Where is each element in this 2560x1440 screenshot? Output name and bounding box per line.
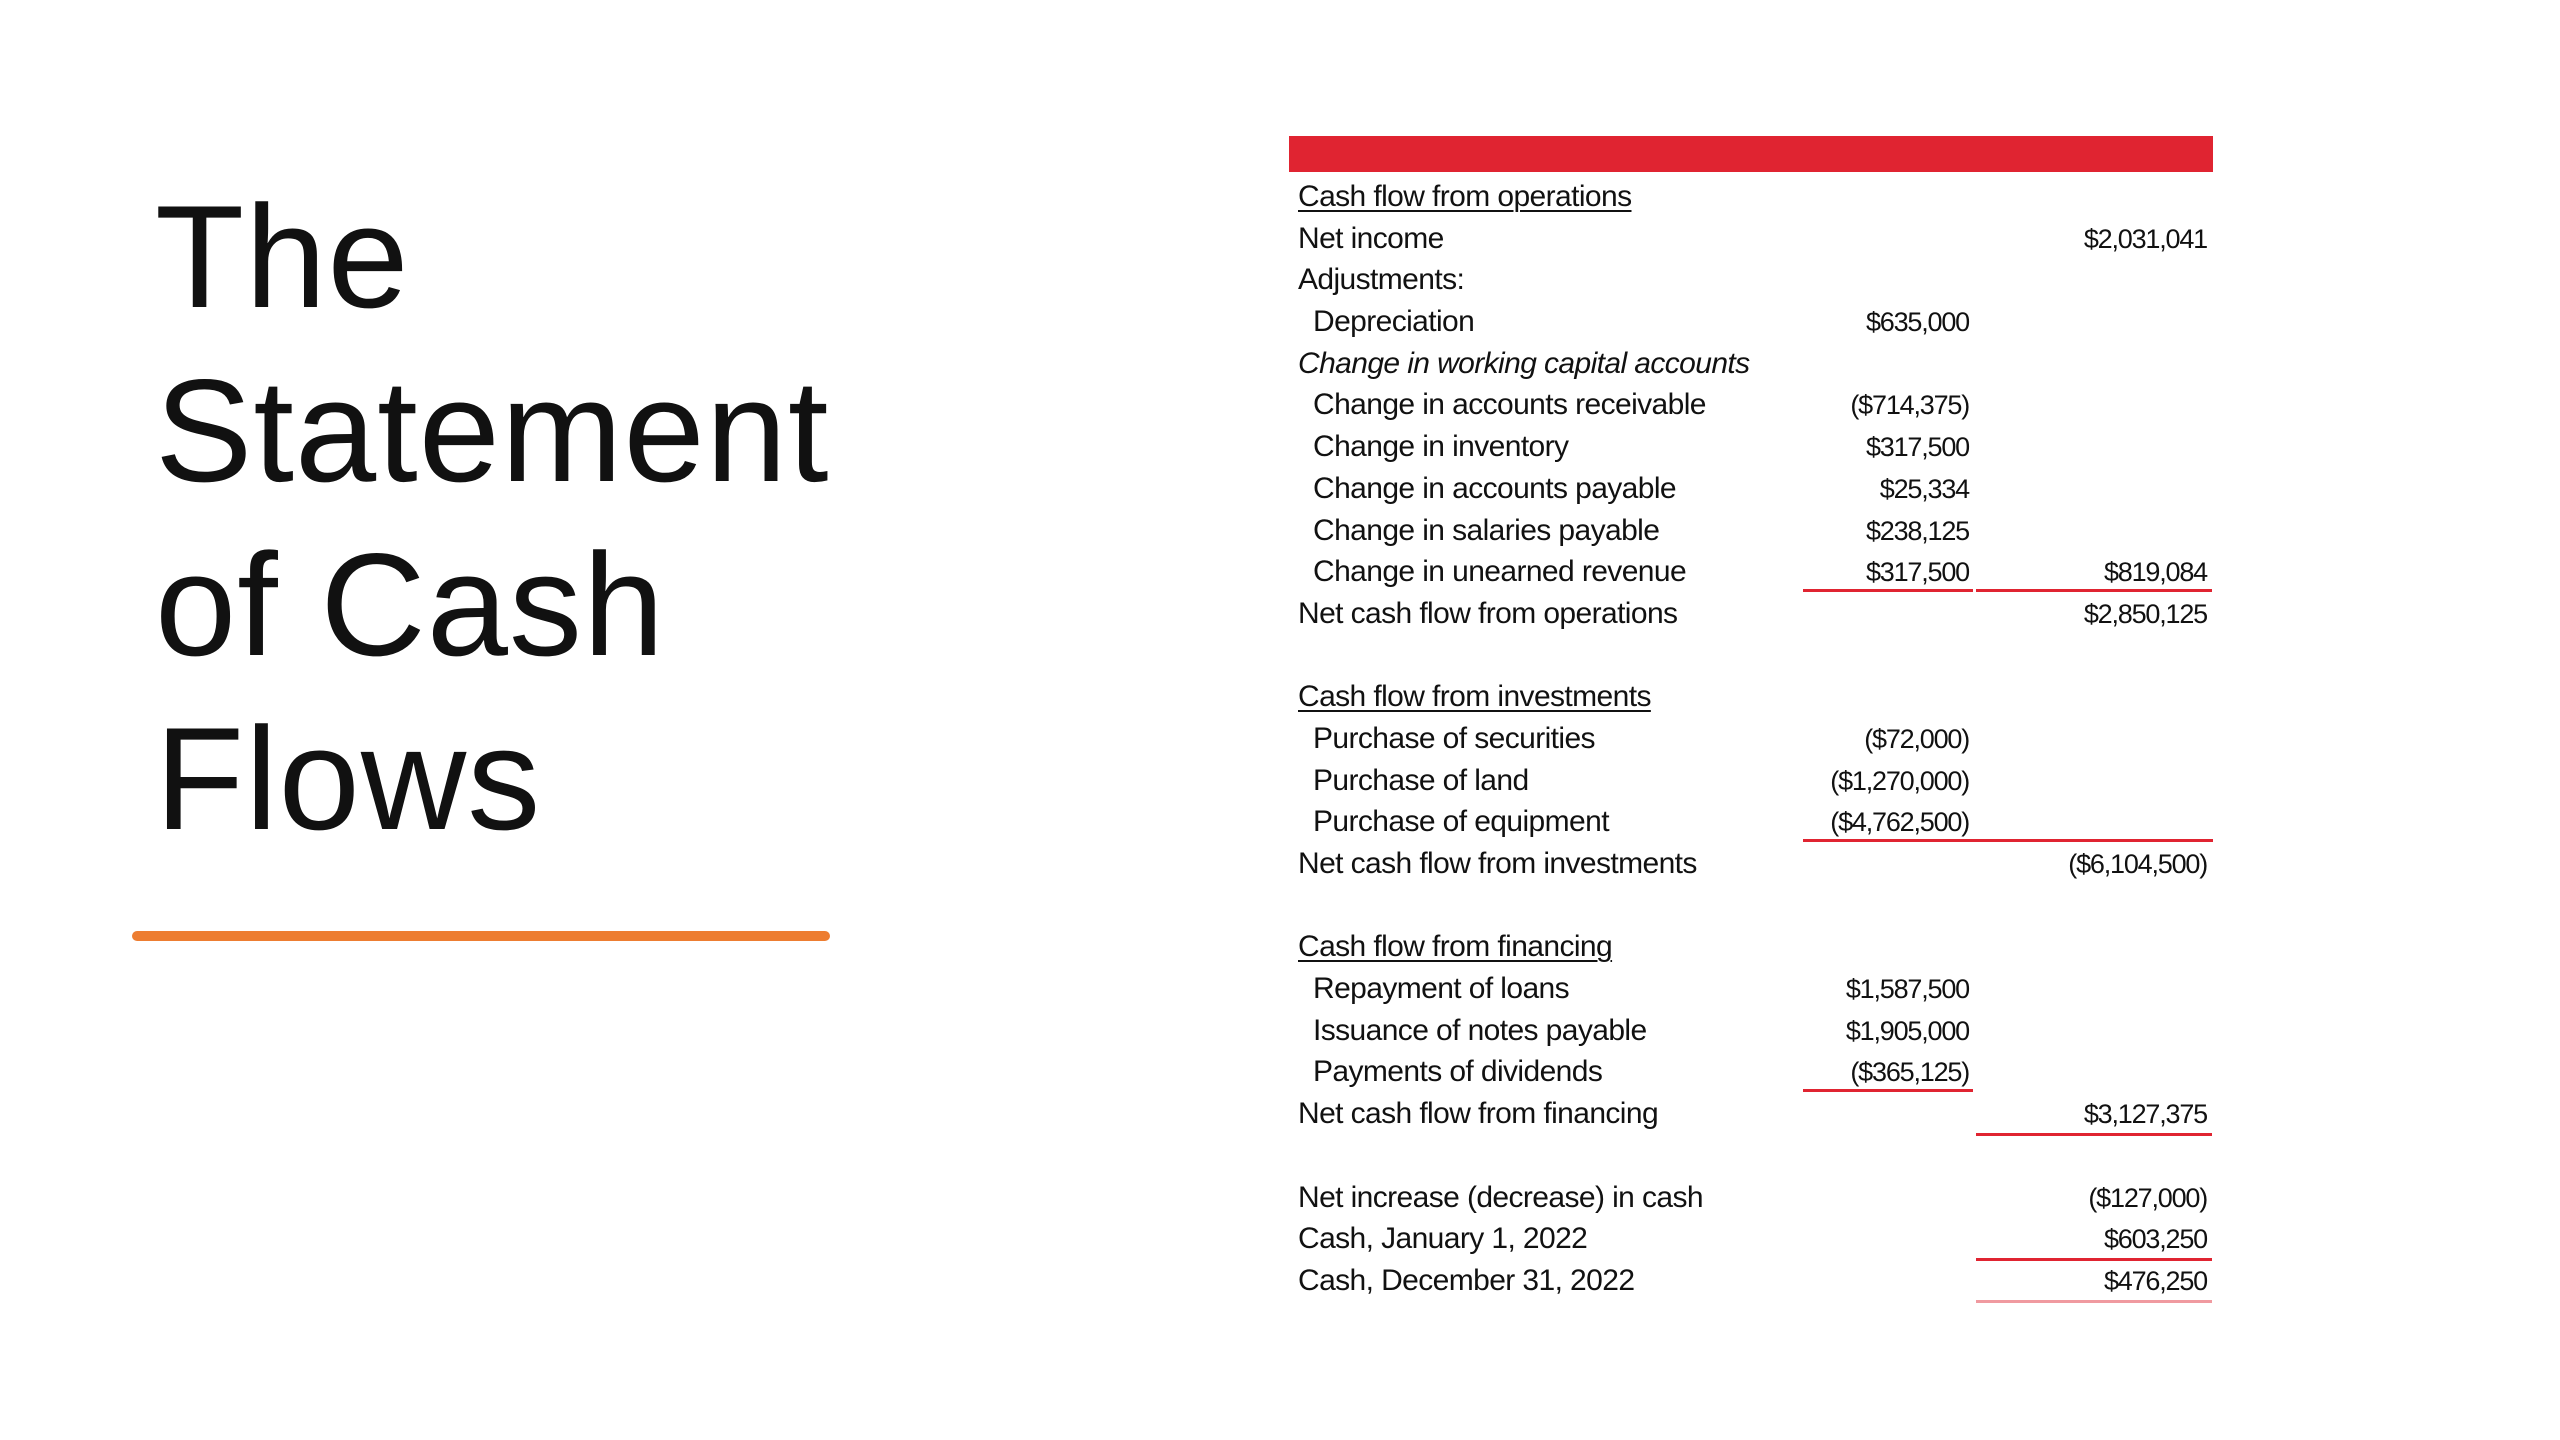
row-label: Repayment of loans <box>1313 972 1570 1006</box>
row-label: Change in working capital accounts <box>1298 346 1750 380</box>
net-operations-amount: $2,850,125 <box>2083 598 2207 629</box>
row-label: Net cash flow from investments <box>1298 847 1697 880</box>
statement-row <box>1289 468 2213 510</box>
row-label: Change in inventory <box>1313 430 1569 464</box>
row-amount: ($72,000) <box>1864 723 1969 754</box>
row-amount: $317,500 <box>1865 432 1969 463</box>
row-label: Net income <box>1298 221 1444 255</box>
subtotal-rule <box>1803 589 1973 592</box>
statement-row <box>1289 384 2213 426</box>
net-increase-amount: ($127,000) <box>2088 1182 2207 1213</box>
net-investments-amount: ($6,104,500) <box>2068 849 2207 879</box>
statement-row <box>1289 510 2213 552</box>
statement-row <box>1289 301 2213 343</box>
subtotal-rule <box>1803 1089 1973 1092</box>
row-label: Change in salaries payable <box>1313 513 1660 547</box>
title-line: of Cash <box>155 523 666 686</box>
subtotal-rule <box>1976 589 2212 592</box>
row-label: Adjustments: <box>1298 263 1465 297</box>
net-financing-amount: $3,127,375 <box>2083 1099 2207 1130</box>
row-label: Net cash flow from financing <box>1298 1097 1659 1131</box>
statement-row <box>1289 1218 2213 1260</box>
statement-rows <box>1289 176 2213 1302</box>
cash-end-amount: $476,250 <box>2103 1265 2207 1296</box>
row-label: Cash, December 31, 2022 <box>1298 1263 1635 1297</box>
title-line: Flows <box>155 697 542 860</box>
row-label: Change in accounts receivable <box>1313 388 1706 422</box>
row-label: Purchase of equipment <box>1313 805 1609 839</box>
statement-row <box>1289 343 2213 385</box>
row-amount: ($365,125) <box>1850 1057 1969 1088</box>
statement-row <box>1289 676 2213 718</box>
spacer-row <box>1289 885 2213 927</box>
statement-header-bar <box>1289 136 2213 172</box>
row-label: Net increase (decrease) in cash <box>1298 1180 1703 1214</box>
row-amount: $1,905,000 <box>1845 1015 1969 1046</box>
statement-row <box>1289 843 2213 885</box>
spacer-row <box>1289 635 2213 677</box>
section-heading-investments: Cash flow from investments <box>1298 680 1651 714</box>
statement-row <box>1289 259 2213 301</box>
row-amount: $238,125 <box>1865 515 1969 546</box>
row-amount: $25,334 <box>1879 473 1969 504</box>
statement-row <box>1289 176 2213 218</box>
row-amount: ($714,375) <box>1850 390 1969 421</box>
statement-row <box>1289 926 2213 968</box>
section-heading-financing: Cash flow from financing <box>1298 930 1613 964</box>
row-label: Net cash flow from operations <box>1298 596 1678 630</box>
title-line: The <box>155 175 410 338</box>
subtotal-rule <box>1803 839 2213 842</box>
title-accent-rule <box>132 931 830 941</box>
row-label: Purchase of land <box>1313 763 1529 797</box>
statement-row <box>1289 426 2213 468</box>
title-line: Statement <box>155 349 830 512</box>
double-total-rule <box>1976 1300 2212 1303</box>
row-amount: $1,587,500 <box>1845 974 1969 1005</box>
statement-row <box>1289 1177 2213 1219</box>
slide-title <box>155 170 955 866</box>
statement-row <box>1289 551 2213 593</box>
statement-row <box>1289 218 2213 260</box>
statement-row <box>1289 1010 2213 1052</box>
statement-row <box>1289 1051 2213 1093</box>
statement-row <box>1289 718 2213 760</box>
statement-row <box>1289 593 2213 635</box>
row-label: Change in unearned revenue <box>1313 555 1687 589</box>
statement-row <box>1289 1260 2213 1302</box>
row-label: Payments of dividends <box>1313 1055 1603 1089</box>
row-label: Purchase of securities <box>1313 721 1595 755</box>
statement-row <box>1289 801 2213 843</box>
section-heading-operations: Cash flow from operations <box>1298 180 1632 213</box>
cash-flow-statement <box>1289 136 2213 1302</box>
statement-row <box>1289 760 2213 802</box>
statement-row <box>1289 968 2213 1010</box>
net-income-amount: $2,031,041 <box>2083 223 2207 254</box>
row-amount: ($1,270,000) <box>1830 765 1969 796</box>
spacer-row <box>1289 1135 2213 1177</box>
cash-begin-amount: $603,250 <box>2103 1224 2207 1255</box>
depreciation-amount: $635,000 <box>1865 307 1969 338</box>
row-label: Depreciation <box>1313 305 1475 339</box>
adjustments-total-amount: $819,084 <box>2103 557 2207 588</box>
row-amount: ($4,762,500) <box>1830 807 1969 838</box>
row-label: Issuance of notes payable <box>1313 1013 1647 1047</box>
row-amount: $317,500 <box>1865 557 1969 588</box>
row-label: Change in accounts payable <box>1313 471 1677 505</box>
statement-row <box>1289 1093 2213 1135</box>
row-label: Cash, January 1, 2022 <box>1298 1222 1588 1256</box>
